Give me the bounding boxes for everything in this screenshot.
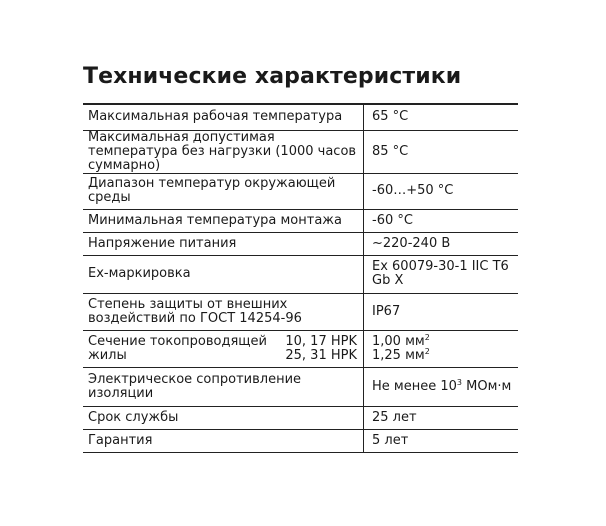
param-cell: Максимальная допустимая температура без нагрузки (1000 часов суммарно) — [83, 130, 364, 173]
table-row — [83, 130, 518, 173]
param-cell: Диапазон температур окружающей среды — [83, 173, 364, 209]
cable-types — [285, 335, 363, 363]
value-cell: -60 °C — [364, 209, 519, 232]
param-cell: Максимальная рабочая температура — [83, 104, 364, 130]
param-cell: Электрическое сопротивление изоляции — [83, 367, 364, 406]
table-row — [83, 232, 518, 255]
table-row — [83, 209, 518, 232]
specs-table — [83, 103, 518, 453]
value-cell: 85 °C — [364, 130, 519, 173]
table-row — [83, 367, 518, 406]
cable-type: 25, 31 HPK — [285, 347, 357, 363]
table-row — [83, 293, 518, 330]
param-cell: Срок службы — [83, 406, 364, 429]
param-cell: Ex-маркировка — [83, 255, 364, 293]
value-cell: ~220-240 В — [364, 232, 519, 255]
param-cell: Минимальная температура монтажа — [83, 209, 364, 232]
value-cell: 5 лет — [364, 429, 519, 452]
table-row — [83, 104, 518, 130]
unit-exponent: 2 — [424, 346, 430, 356]
value-cell: 25 лет — [364, 406, 519, 429]
resistance-exponent: 3 — [456, 377, 462, 387]
value-cell — [364, 367, 519, 406]
table-row — [83, 173, 518, 209]
cross-section-value: 1,25 мм — [372, 347, 425, 363]
page-title: Технические характеристики — [83, 64, 462, 89]
resistance-unit: МОм·м — [461, 378, 512, 394]
table-row — [83, 330, 518, 367]
param-cell: Напряжение питания — [83, 232, 364, 255]
value-cell: Ex 60079-30-1 IIC T6 Gb X — [364, 255, 519, 293]
resistance-prefix: Не менее 10 — [372, 378, 457, 394]
cross-section-value: 1,00 мм — [372, 333, 425, 349]
value-cell: -60…+50 °C — [364, 173, 519, 209]
table-row — [83, 429, 518, 452]
param-cell: Степень защиты от внешних воздействий по ГОСТ 14254-96 — [83, 293, 364, 330]
value-cell — [364, 330, 519, 367]
value-cell: IP67 — [364, 293, 519, 330]
unit-exponent: 2 — [424, 332, 430, 342]
table-row — [83, 255, 518, 293]
param-label: Сечение токопроводящей жилы — [88, 333, 267, 363]
table-row — [83, 406, 518, 429]
param-cell — [83, 330, 364, 367]
cable-type: 10, 17 HPK — [285, 333, 357, 349]
param-cell: Гарантия — [83, 429, 364, 452]
value-cell: 65 °C — [364, 104, 519, 130]
